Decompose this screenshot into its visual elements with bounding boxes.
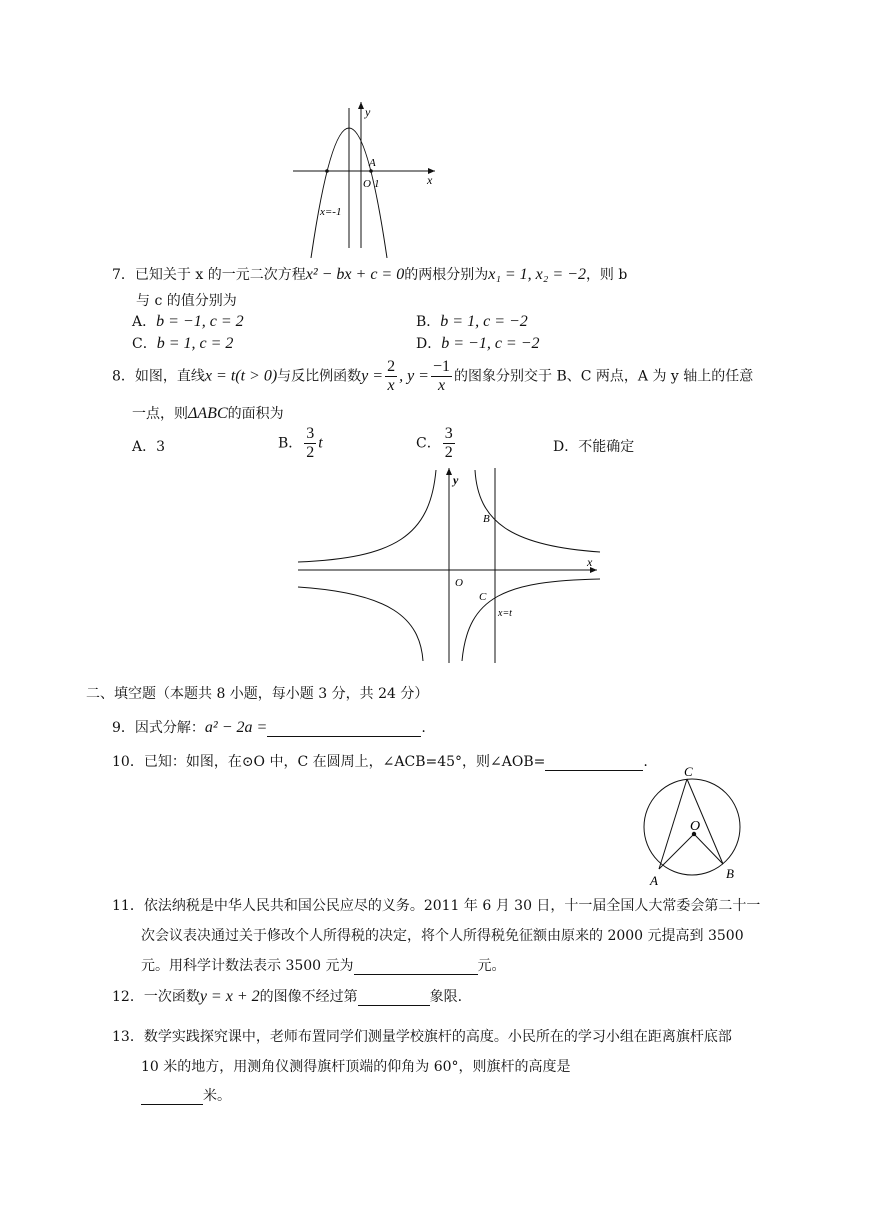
q7-text1: 已知关于 x 的一元二次方程 [134, 267, 306, 283]
section-2-title: 二、填空题（本题共 8 小题，每小题 3 分，共 24 分） [86, 686, 429, 702]
label-a: A [650, 873, 658, 888]
q7-option-c: C．b = 1, c = 2 [132, 335, 234, 352]
q10-line: 10．已知：如图，在⊙O 中，C 在圆周上，∠ACB=45°，则∠AOB= . [112, 754, 648, 770]
label-y: y [453, 473, 459, 487]
q8-option-d: D．不能确定 [553, 439, 635, 455]
label-o: O [363, 178, 371, 190]
radius-ob [694, 834, 723, 864]
label-o: O [690, 819, 701, 834]
q12-answer-blank[interactable] [358, 991, 430, 1006]
q9-line: 9．因式分解：a² − 2a = . [112, 719, 426, 736]
label-axis-eq: x=-1 [320, 206, 342, 218]
label-line-eq: x=t [498, 608, 512, 619]
q7-option-a: A．b = −1, c = 2 [132, 313, 244, 330]
label-a: A [369, 157, 376, 169]
label-c: C [684, 764, 693, 779]
q9-expression: a² − 2a = [204, 719, 268, 736]
q13-line2: 10 米的地方，用测角仪测得旗杆顶端的仰角为 60°，则旗杆的高度是 [141, 1059, 571, 1075]
q11-line2: 次会议表决通过关于修改个人所得税的决定，将个人所得税免征额由原来的 2000 元提高到 3500 [141, 928, 744, 944]
q8-option-b: B． $\frac{3}{2}$ t [278, 425, 323, 461]
q9-answer-blank[interactable] [267, 722, 421, 737]
label-b: B [483, 513, 490, 525]
q7-equation: x² − bx + c = 0 [305, 266, 405, 283]
y-axis-arrow [358, 102, 364, 109]
label-b: B [726, 866, 734, 881]
q8-line-equation: x = t(t > 0) [204, 367, 278, 385]
label-o: O [455, 577, 463, 589]
q8-line1: 8．如图，直线x = t(t > 0)与反比例函数y = $\frac{2}{x}$ , y = $\frac{-1}{x}$ 的图象分别交于 B、C 两点，A 为 y 轴上的任意 [112, 358, 754, 394]
q7-number: 7． [112, 267, 135, 283]
q13-answer-blank[interactable] [141, 1090, 203, 1105]
curve-y-neg1-over-x-q2 [298, 470, 436, 562]
q13-line1: 13．数学实践探究课中，老师布置同学们测量学校旗杆的高度。小民所在的学习小组在距离旗杆底部 [112, 1029, 732, 1045]
label-x: x [587, 555, 593, 569]
curve-y-2-over-x-q1 [475, 470, 600, 552]
q8-fraction-1: $\frac{2}{x}$ [387, 358, 396, 394]
circle-figure [637, 764, 749, 890]
q8-option-a: A．3 [132, 439, 166, 455]
q7-text2: 的两根分别为 [404, 267, 489, 283]
parabola-figure [285, 98, 445, 258]
label-one: 1 [374, 178, 380, 190]
q11-line1: 11．依法纳税是中华人民共和国公民应尽的义务。2011 年 6 月 30 日，十一届全国人大常委会第二十一 [112, 898, 761, 914]
q8-line2: 一点，则ΔABC的面积为 [132, 405, 284, 422]
q10-answer-blank[interactable] [545, 756, 643, 771]
q8-fraction-2: $\frac{-1}{x}$ [432, 358, 451, 394]
y-axis-arrow [446, 468, 452, 475]
q7-option-d: D．b = −1, c = −2 [416, 335, 540, 352]
q7-roots: x₁ = 1, x₂ = −2 [488, 266, 586, 283]
q7-line1 [112, 264, 627, 284]
q11-answer-blank[interactable] [354, 960, 478, 975]
curve-y-2-over-x-q3 [298, 587, 423, 661]
root-point-left [325, 169, 329, 173]
hyperbola-figure [295, 466, 605, 666]
q8-option-c: C． $\frac{3}{2}$ [416, 425, 453, 461]
q11-line3: 元。用科学计数法表示 3500 元为 元。 [141, 958, 506, 974]
q12-line: 12．一次函数y = x + 2的图像不经过第 象限. [112, 988, 463, 1005]
q7-option-b: B．b = 1, c = −2 [416, 313, 528, 330]
q7-text3: ，则 b [585, 267, 628, 283]
root-point-a [369, 169, 373, 173]
label-c: C [479, 591, 487, 603]
label-y: y [365, 105, 371, 119]
q7-line2: 与 c 的值分别为 [136, 293, 237, 309]
q13-line3: 米。 [141, 1085, 231, 1105]
q12-expression: y = x + 2 [199, 988, 260, 1005]
label-x: x [427, 173, 433, 187]
